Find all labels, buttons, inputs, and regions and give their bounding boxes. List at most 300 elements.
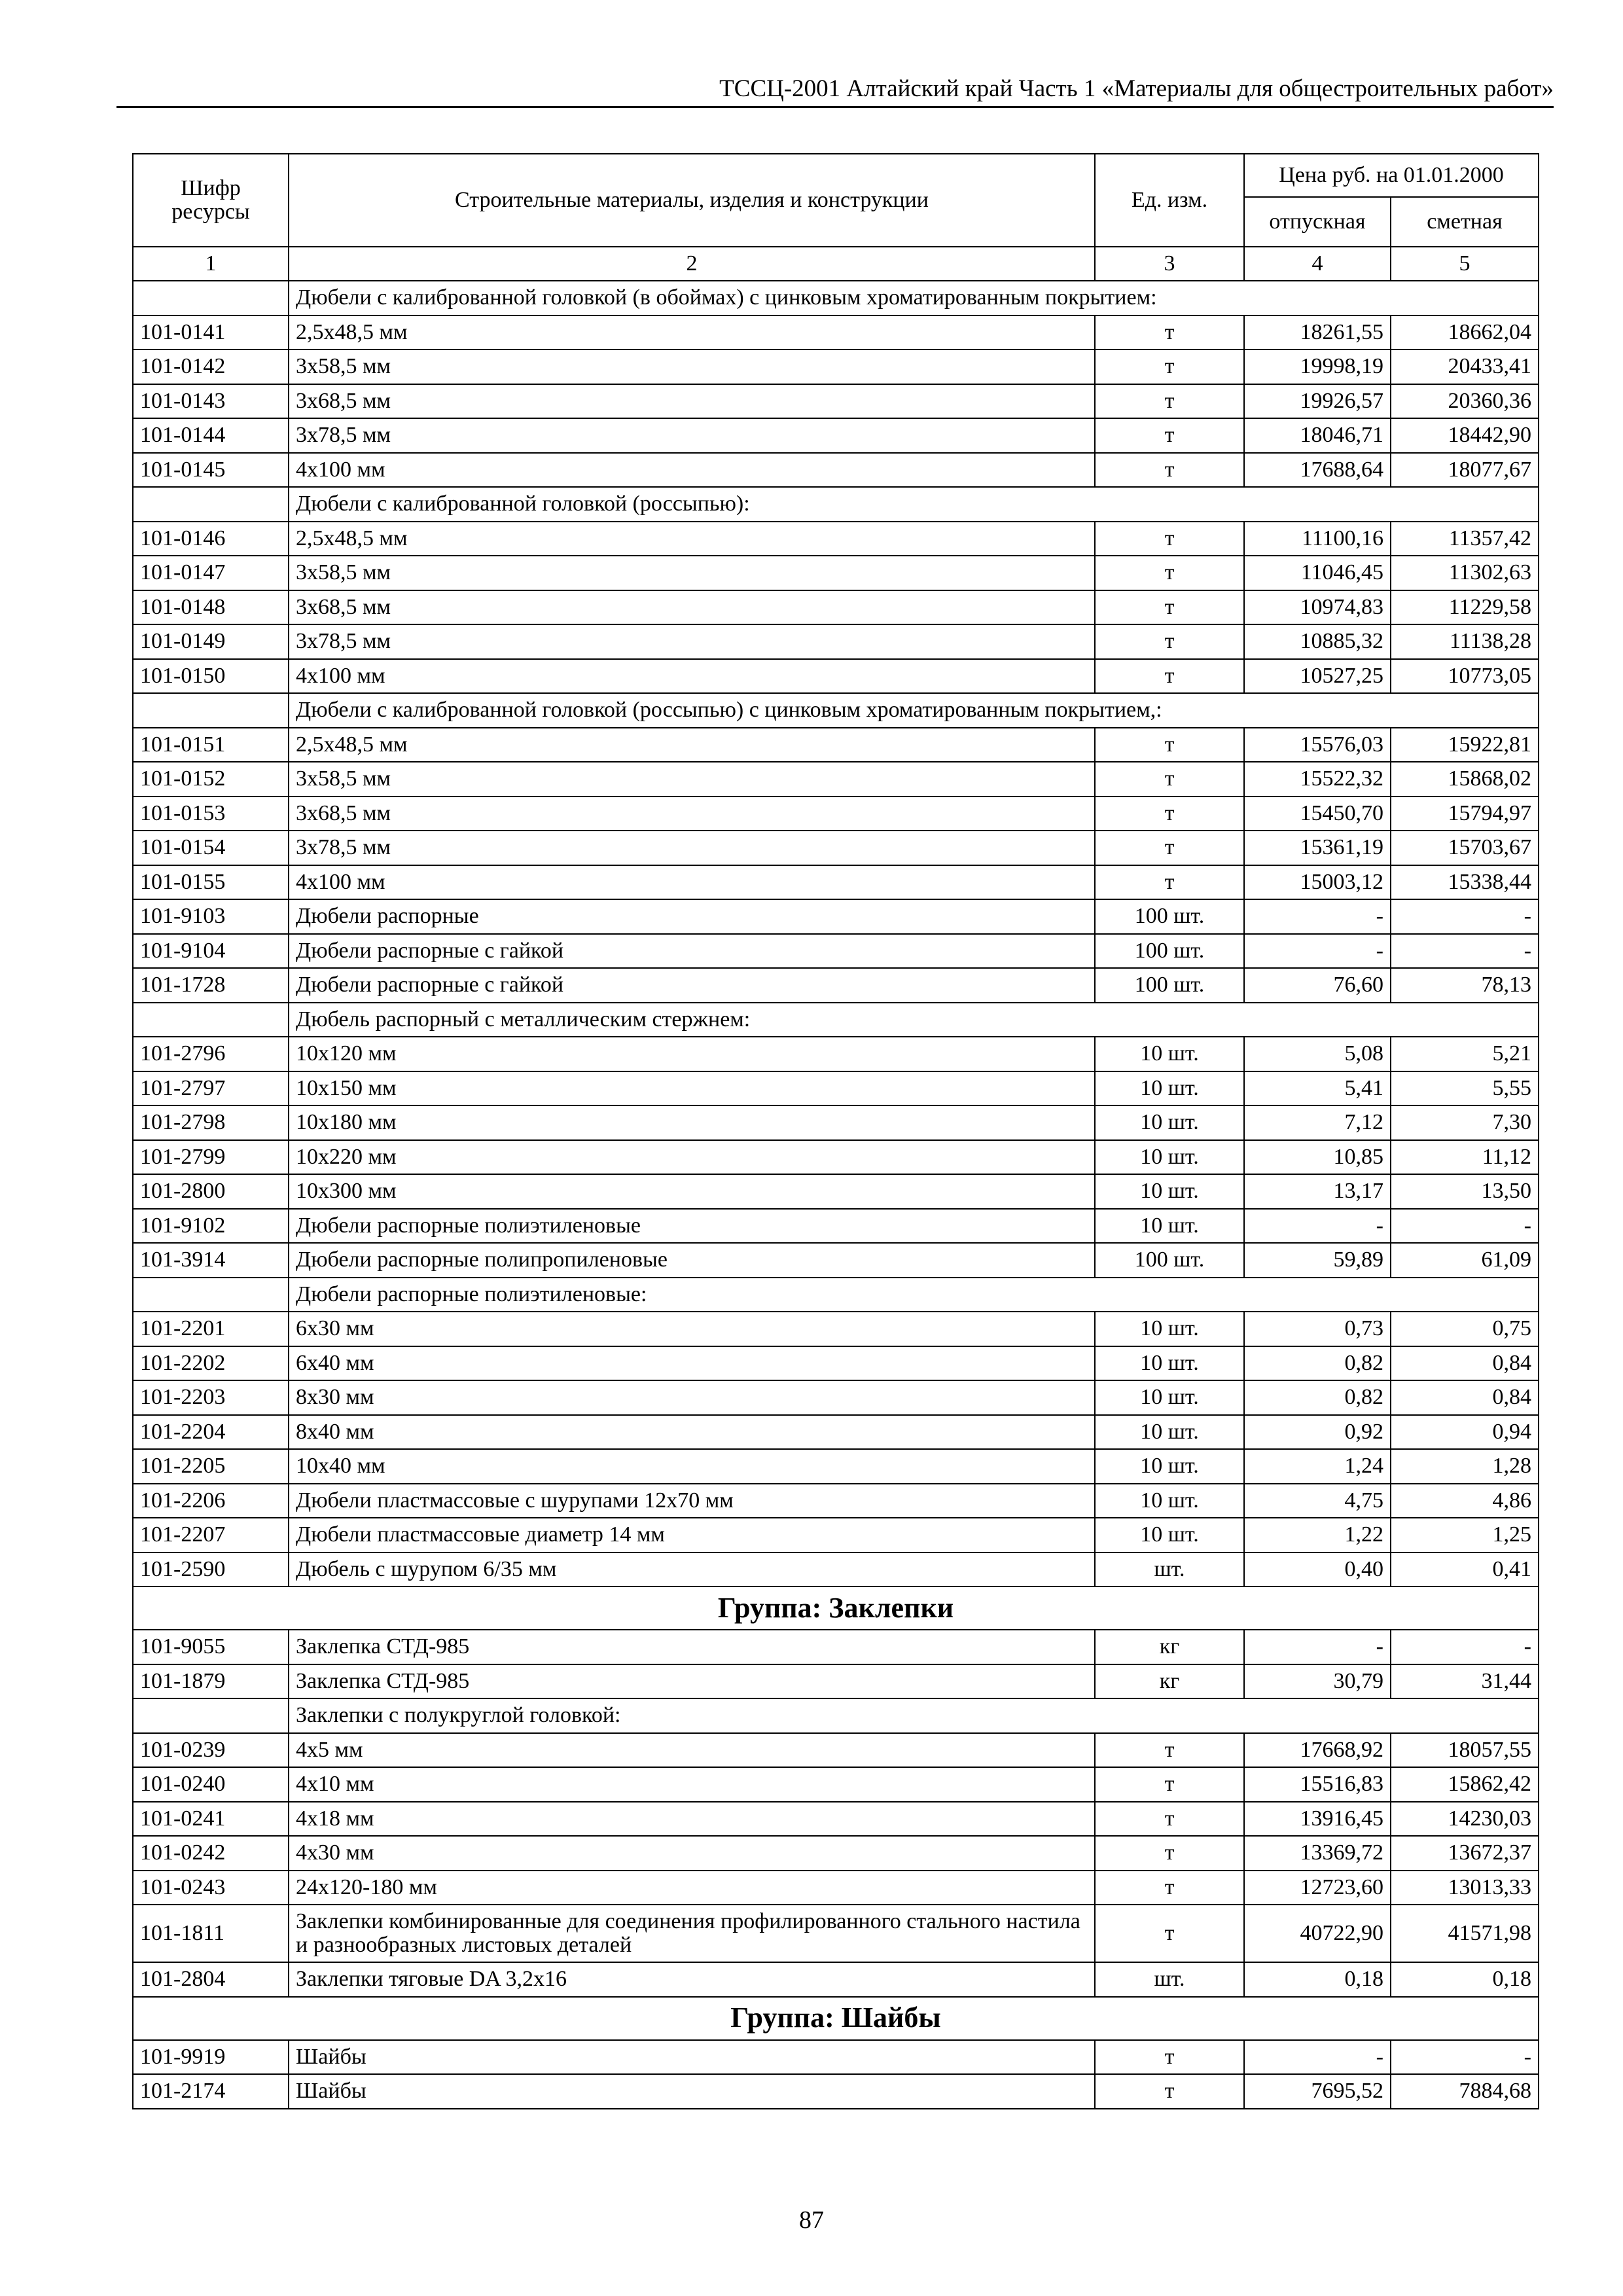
estimate-price: -	[1391, 1209, 1539, 1244]
table-row	[133, 1484, 1539, 1518]
code-cell: 101-9919	[133, 2040, 289, 2075]
estimate-price: 18057,55	[1391, 1733, 1539, 1768]
material-name: Заклепки комбинированные для соединения профилированного стального настила и разнообразных листовых деталей	[289, 1905, 1095, 1962]
unit-cell: 10 шт.	[1095, 1484, 1244, 1518]
unit-cell: т	[1095, 1905, 1244, 1962]
material-name: 8х40 мм	[289, 1415, 1095, 1450]
table-row	[133, 831, 1539, 865]
code-cell: 101-0142	[133, 350, 289, 384]
header-price: Цена руб. на 01.01.2000	[1244, 154, 1539, 197]
section-heading: Дюбели распорные полиэтиленовые:	[289, 1278, 1539, 1312]
material-name: 3х58,5 мм	[289, 556, 1095, 590]
release-price: 76,60	[1244, 968, 1391, 1003]
estimate-price: -	[1391, 899, 1539, 934]
unit-cell: т	[1095, 2040, 1244, 2075]
code-cell: 101-2804	[133, 1962, 289, 1997]
release-price: 59,89	[1244, 1243, 1391, 1278]
unit-cell: т	[1095, 762, 1244, 797]
table-row	[133, 1346, 1539, 1381]
estimate-price: -	[1391, 1630, 1539, 1664]
release-price: 19926,57	[1244, 384, 1391, 419]
material-name: Дюбели пластмассовые диаметр 14 мм	[289, 1518, 1095, 1552]
code-cell: 101-2796	[133, 1037, 289, 1071]
section-heading-row	[133, 1698, 1539, 1733]
table-row	[133, 590, 1539, 625]
unit-cell: 10 шт.	[1095, 1312, 1244, 1346]
code-cell	[133, 281, 289, 315]
estimate-price: 0,84	[1391, 1346, 1539, 1381]
material-name: 4х100 мм	[289, 453, 1095, 488]
code-cell: 101-9104	[133, 934, 289, 969]
estimate-price: 61,09	[1391, 1243, 1539, 1278]
unit-cell: т	[1095, 659, 1244, 694]
material-name: Шайбы	[289, 2074, 1095, 2109]
unit-cell: шт.	[1095, 1552, 1244, 1587]
unit-cell: т	[1095, 1836, 1244, 1871]
release-price: -	[1244, 934, 1391, 969]
estimate-price: 13013,33	[1391, 1871, 1539, 1905]
table-row	[133, 797, 1539, 831]
code-cell: 101-0155	[133, 865, 289, 900]
unit-cell: 10 шт.	[1095, 1037, 1244, 1071]
release-price: 15516,83	[1244, 1767, 1391, 1802]
release-price: 1,22	[1244, 1518, 1391, 1552]
release-price: 0,73	[1244, 1312, 1391, 1346]
release-price: 0,18	[1244, 1962, 1391, 1997]
material-name: Дюбели пластмассовые с шурупами 12х70 мм	[289, 1484, 1095, 1518]
code-cell: 101-1728	[133, 968, 289, 1003]
material-name: 6х30 мм	[289, 1312, 1095, 1346]
code-cell: 101-2797	[133, 1071, 289, 1106]
table-row	[133, 315, 1539, 350]
release-price: 18046,71	[1244, 418, 1391, 453]
code-cell: 101-0143	[133, 384, 289, 419]
estimate-price: 20433,41	[1391, 350, 1539, 384]
table-row	[133, 1209, 1539, 1244]
code-cell: 101-2205	[133, 1449, 289, 1484]
code-cell: 101-2590	[133, 1552, 289, 1587]
unit-cell: 10 шт.	[1095, 1174, 1244, 1209]
column-number: 2	[289, 247, 1095, 281]
estimate-price: 15703,67	[1391, 831, 1539, 865]
material-name: 4х18 мм	[289, 1802, 1095, 1837]
unit-cell: шт.	[1095, 1962, 1244, 1997]
table-row	[133, 728, 1539, 762]
table-row	[133, 1836, 1539, 1871]
column-number: 4	[1244, 247, 1391, 281]
code-cell: 101-1811	[133, 1905, 289, 1962]
table-row	[133, 1664, 1539, 1699]
code-cell: 101-9055	[133, 1630, 289, 1664]
unit-cell: 10 шт.	[1095, 1415, 1244, 1450]
material-name: 10х300 мм	[289, 1174, 1095, 1209]
release-price: 0,82	[1244, 1346, 1391, 1381]
release-price: 7,12	[1244, 1105, 1391, 1140]
table-row	[133, 1312, 1539, 1346]
header-estimate-price: сметная	[1391, 197, 1539, 247]
table-row	[133, 384, 1539, 419]
estimate-price: 11357,42	[1391, 522, 1539, 556]
release-price: 15576,03	[1244, 728, 1391, 762]
material-name: Дюбели распорные полипропиленовые	[289, 1243, 1095, 1278]
table-row	[133, 1105, 1539, 1140]
header-code: Шифр ресурсы	[133, 154, 289, 247]
release-price: 19998,19	[1244, 350, 1391, 384]
code-cell: 101-9103	[133, 899, 289, 934]
unit-cell: т	[1095, 384, 1244, 419]
estimate-price: 1,25	[1391, 1518, 1539, 1552]
release-price: 10,85	[1244, 1140, 1391, 1175]
estimate-price: 11138,28	[1391, 624, 1539, 659]
release-price: 10974,83	[1244, 590, 1391, 625]
unit-cell: 10 шт.	[1095, 1209, 1244, 1244]
release-price: 10527,25	[1244, 659, 1391, 694]
code-cell: 101-2174	[133, 2074, 289, 2109]
page-number: 87	[799, 2206, 824, 2234]
code-cell	[133, 693, 289, 728]
table-row	[133, 350, 1539, 384]
unit-cell: т	[1095, 1871, 1244, 1905]
code-cell: 101-0154	[133, 831, 289, 865]
estimate-price: 31,44	[1391, 1664, 1539, 1699]
price-table	[132, 153, 1539, 2109]
header-materials: Строительные материалы, изделия и конструкции	[289, 154, 1095, 247]
section-heading: Дюбель распорный с металлическим стержнем:	[289, 1003, 1539, 1037]
material-name: 10х40 мм	[289, 1449, 1095, 1484]
code-cell: 101-2202	[133, 1346, 289, 1381]
estimate-price: 0,41	[1391, 1552, 1539, 1587]
group-heading: Группа: Шайбы	[133, 1997, 1539, 2040]
unit-cell: т	[1095, 522, 1244, 556]
estimate-price: 4,86	[1391, 1484, 1539, 1518]
release-price: -	[1244, 2040, 1391, 2075]
unit-cell: т	[1095, 315, 1244, 350]
material-name: 2,5х48,5 мм	[289, 522, 1095, 556]
code-cell: 101-0150	[133, 659, 289, 694]
material-name: Дюбели распорные полиэтиленовые	[289, 1209, 1095, 1244]
page-header	[116, 69, 1554, 108]
unit-cell: т	[1095, 453, 1244, 488]
unit-cell: 10 шт.	[1095, 1518, 1244, 1552]
material-name: Шайбы	[289, 2040, 1095, 2075]
material-name: 2,5х48,5 мм	[289, 728, 1095, 762]
code-cell: 101-0147	[133, 556, 289, 590]
release-price: 13916,45	[1244, 1802, 1391, 1837]
material-name: 4х30 мм	[289, 1836, 1095, 1871]
section-heading-row	[133, 1278, 1539, 1312]
material-name: 10х220 мм	[289, 1140, 1095, 1175]
estimate-price: 0,18	[1391, 1962, 1539, 1997]
group-heading-row	[133, 1997, 1539, 2040]
release-price: 4,75	[1244, 1484, 1391, 1518]
group-heading: Группа: Заклепки	[133, 1587, 1539, 1630]
estimate-price: 18442,90	[1391, 418, 1539, 453]
code-cell: 101-0146	[133, 522, 289, 556]
material-name: 24х120-180 мм	[289, 1871, 1095, 1905]
release-price: 15450,70	[1244, 797, 1391, 831]
code-cell: 101-0239	[133, 1733, 289, 1768]
material-name: 10х180 мм	[289, 1105, 1095, 1140]
unit-cell: 10 шт.	[1095, 1071, 1244, 1106]
table-row	[133, 1871, 1539, 1905]
material-name: 3х78,5 мм	[289, 624, 1095, 659]
table-row	[133, 1415, 1539, 1450]
table-row	[133, 556, 1539, 590]
code-cell: 101-0153	[133, 797, 289, 831]
code-cell: 101-1879	[133, 1664, 289, 1699]
material-name: 3х68,5 мм	[289, 384, 1095, 419]
unit-cell: т	[1095, 1802, 1244, 1837]
section-heading: Дюбели с калиброванной головкой (в обоймах) с цинковым хроматированным покрытием:	[289, 281, 1539, 315]
unit-cell: т	[1095, 2074, 1244, 2109]
estimate-price: 11229,58	[1391, 590, 1539, 625]
header-unit: Ед. изм.	[1095, 154, 1244, 247]
release-price: -	[1244, 1209, 1391, 1244]
unit-cell: т	[1095, 556, 1244, 590]
material-name: Заклепки тяговые DA 3,2х16	[289, 1962, 1095, 1997]
unit-cell: т	[1095, 865, 1244, 900]
table-row	[133, 418, 1539, 453]
estimate-price: 11,12	[1391, 1140, 1539, 1175]
code-cell: 101-2799	[133, 1140, 289, 1175]
release-price: -	[1244, 899, 1391, 934]
estimate-price: 78,13	[1391, 968, 1539, 1003]
table-row	[133, 1962, 1539, 1997]
section-heading-row	[133, 281, 1539, 315]
release-price: 1,24	[1244, 1449, 1391, 1484]
code-cell: 101-0149	[133, 624, 289, 659]
table-row	[133, 968, 1539, 1003]
code-cell: 101-0141	[133, 315, 289, 350]
header-title: ТССЦ-2001 Алтайский край Часть 1 «Материалы для общестроительных работ»	[719, 75, 1554, 102]
estimate-price: 13,50	[1391, 1174, 1539, 1209]
release-price: 7695,52	[1244, 2074, 1391, 2109]
estimate-price: 18662,04	[1391, 315, 1539, 350]
unit-cell: 10 шт.	[1095, 1449, 1244, 1484]
estimate-price: 5,55	[1391, 1071, 1539, 1106]
release-price: 17688,64	[1244, 453, 1391, 488]
code-cell	[133, 487, 289, 522]
release-price: 18261,55	[1244, 315, 1391, 350]
release-price: 10885,32	[1244, 624, 1391, 659]
column-number-row	[133, 247, 1539, 281]
release-price: 5,41	[1244, 1071, 1391, 1106]
unit-cell: т	[1095, 350, 1244, 384]
table-row	[133, 2074, 1539, 2109]
estimate-price: 1,28	[1391, 1449, 1539, 1484]
table-row	[133, 1140, 1539, 1175]
release-price: 17668,92	[1244, 1733, 1391, 1768]
material-name: 4х100 мм	[289, 659, 1095, 694]
estimate-price: 15794,97	[1391, 797, 1539, 831]
section-heading-row	[133, 487, 1539, 522]
estimate-price: 18077,67	[1391, 453, 1539, 488]
table-row	[133, 1630, 1539, 1664]
code-cell: 101-0151	[133, 728, 289, 762]
code-cell: 101-0241	[133, 1802, 289, 1837]
table-row	[133, 1071, 1539, 1106]
unit-cell: 10 шт.	[1095, 1140, 1244, 1175]
unit-cell: 100 шт.	[1095, 934, 1244, 969]
unit-cell: кг	[1095, 1664, 1244, 1699]
table-row	[133, 624, 1539, 659]
material-name: 3х78,5 мм	[289, 831, 1095, 865]
release-price: 40722,90	[1244, 1905, 1391, 1962]
unit-cell: 100 шт.	[1095, 1243, 1244, 1278]
section-heading: Дюбели с калиброванной головкой (россыпью) с цинковым хроматированным покрытием,:	[289, 693, 1539, 728]
code-cell: 101-2204	[133, 1415, 289, 1450]
estimate-price: 0,94	[1391, 1415, 1539, 1450]
unit-cell: 10 шт.	[1095, 1346, 1244, 1381]
unit-cell: 10 шт.	[1095, 1105, 1244, 1140]
unit-cell: т	[1095, 1733, 1244, 1768]
table-row	[133, 1518, 1539, 1552]
estimate-price: 7884,68	[1391, 2074, 1539, 2109]
table-row	[133, 659, 1539, 694]
code-cell: 101-9102	[133, 1209, 289, 1244]
release-price: 12723,60	[1244, 1871, 1391, 1905]
material-name: 3х68,5 мм	[289, 797, 1095, 831]
material-name: 6х40 мм	[289, 1346, 1095, 1381]
unit-cell: т	[1095, 590, 1244, 625]
release-price: 15361,19	[1244, 831, 1391, 865]
material-name: 3х58,5 мм	[289, 762, 1095, 797]
release-price: 13369,72	[1244, 1836, 1391, 1871]
code-cell: 101-0152	[133, 762, 289, 797]
estimate-price: 15862,42	[1391, 1767, 1539, 1802]
table-row	[133, 1243, 1539, 1278]
table-row	[133, 2040, 1539, 2075]
code-cell: 101-3914	[133, 1243, 289, 1278]
material-name: 4х5 мм	[289, 1733, 1095, 1768]
code-cell: 101-0242	[133, 1836, 289, 1871]
release-price: 11046,45	[1244, 556, 1391, 590]
table-body	[133, 281, 1539, 2109]
material-name: 3х68,5 мм	[289, 590, 1095, 625]
material-name: 2,5х48,5 мм	[289, 315, 1095, 350]
unit-cell: кг	[1095, 1630, 1244, 1664]
material-name: Дюбель с шурупом 6/35 мм	[289, 1552, 1095, 1587]
unit-cell: т	[1095, 624, 1244, 659]
release-price: 15522,32	[1244, 762, 1391, 797]
table-row	[133, 899, 1539, 934]
unit-cell: 100 шт.	[1095, 968, 1244, 1003]
code-cell: 101-2206	[133, 1484, 289, 1518]
unit-cell: т	[1095, 1767, 1244, 1802]
estimate-price: 14230,03	[1391, 1802, 1539, 1837]
code-cell: 101-0148	[133, 590, 289, 625]
code-cell: 101-2203	[133, 1380, 289, 1415]
estimate-price: 10773,05	[1391, 659, 1539, 694]
table-header-row	[133, 154, 1539, 197]
header-release-price: отпускная	[1244, 197, 1391, 247]
table-row	[133, 1802, 1539, 1837]
release-price: 0,40	[1244, 1552, 1391, 1587]
material-name: Дюбели распорные с гайкой	[289, 968, 1095, 1003]
unit-cell: т	[1095, 728, 1244, 762]
release-price: 13,17	[1244, 1174, 1391, 1209]
table-row	[133, 1767, 1539, 1802]
code-cell: 101-2207	[133, 1518, 289, 1552]
section-heading: Дюбели с калиброванной головкой (россыпью):	[289, 487, 1539, 522]
table-row	[133, 1174, 1539, 1209]
material-name: 10х150 мм	[289, 1071, 1095, 1106]
section-heading: Заклепки с полукруглой головкой:	[289, 1698, 1539, 1733]
table-row	[133, 762, 1539, 797]
code-cell	[133, 1003, 289, 1037]
release-price: 30,79	[1244, 1664, 1391, 1699]
table-row	[133, 1037, 1539, 1071]
table-row	[133, 865, 1539, 900]
release-price: 11100,16	[1244, 522, 1391, 556]
code-cell	[133, 1698, 289, 1733]
estimate-price: 0,84	[1391, 1380, 1539, 1415]
release-price: 0,82	[1244, 1380, 1391, 1415]
material-name: 8х30 мм	[289, 1380, 1095, 1415]
code-cell: 101-0145	[133, 453, 289, 488]
estimate-price: 20360,36	[1391, 384, 1539, 419]
estimate-price: -	[1391, 2040, 1539, 2075]
material-name: 4х10 мм	[289, 1767, 1095, 1802]
column-number: 3	[1095, 247, 1244, 281]
material-name: Дюбели распорные с гайкой	[289, 934, 1095, 969]
material-name: Заклепка СТД-985	[289, 1630, 1095, 1664]
table-row	[133, 1552, 1539, 1587]
group-heading-row	[133, 1587, 1539, 1630]
unit-cell: 100 шт.	[1095, 899, 1244, 934]
unit-cell: т	[1095, 797, 1244, 831]
code-cell: 101-2798	[133, 1105, 289, 1140]
estimate-price: 0,75	[1391, 1312, 1539, 1346]
table-row	[133, 1905, 1539, 1962]
unit-cell: 10 шт.	[1095, 1380, 1244, 1415]
release-price: 15003,12	[1244, 865, 1391, 900]
table-row	[133, 934, 1539, 969]
estimate-price: -	[1391, 934, 1539, 969]
estimate-price: 15868,02	[1391, 762, 1539, 797]
unit-cell: т	[1095, 831, 1244, 865]
material-name: 4х100 мм	[289, 865, 1095, 900]
table-row	[133, 1733, 1539, 1768]
release-price: 0,92	[1244, 1415, 1391, 1450]
table-row	[133, 1380, 1539, 1415]
estimate-price: 11302,63	[1391, 556, 1539, 590]
release-price: -	[1244, 1630, 1391, 1664]
code-cell: 101-2201	[133, 1312, 289, 1346]
table-row	[133, 453, 1539, 488]
material-name: Дюбели распорные	[289, 899, 1095, 934]
code-cell: 101-0240	[133, 1767, 289, 1802]
estimate-price: 41571,98	[1391, 1905, 1539, 1962]
code-cell: 101-0144	[133, 418, 289, 453]
material-name: 3х58,5 мм	[289, 350, 1095, 384]
section-heading-row	[133, 693, 1539, 728]
material-name: Заклепка СТД-985	[289, 1664, 1095, 1699]
table-row	[133, 1449, 1539, 1484]
section-heading-row	[133, 1003, 1539, 1037]
estimate-price: 15338,44	[1391, 865, 1539, 900]
column-number: 1	[133, 247, 289, 281]
estimate-price: 5,21	[1391, 1037, 1539, 1071]
release-price: 5,08	[1244, 1037, 1391, 1071]
unit-cell: т	[1095, 418, 1244, 453]
estimate-price: 13672,37	[1391, 1836, 1539, 1871]
table-row	[133, 522, 1539, 556]
code-cell: 101-2800	[133, 1174, 289, 1209]
estimate-price: 7,30	[1391, 1105, 1539, 1140]
estimate-price: 15922,81	[1391, 728, 1539, 762]
material-name: 3х78,5 мм	[289, 418, 1095, 453]
